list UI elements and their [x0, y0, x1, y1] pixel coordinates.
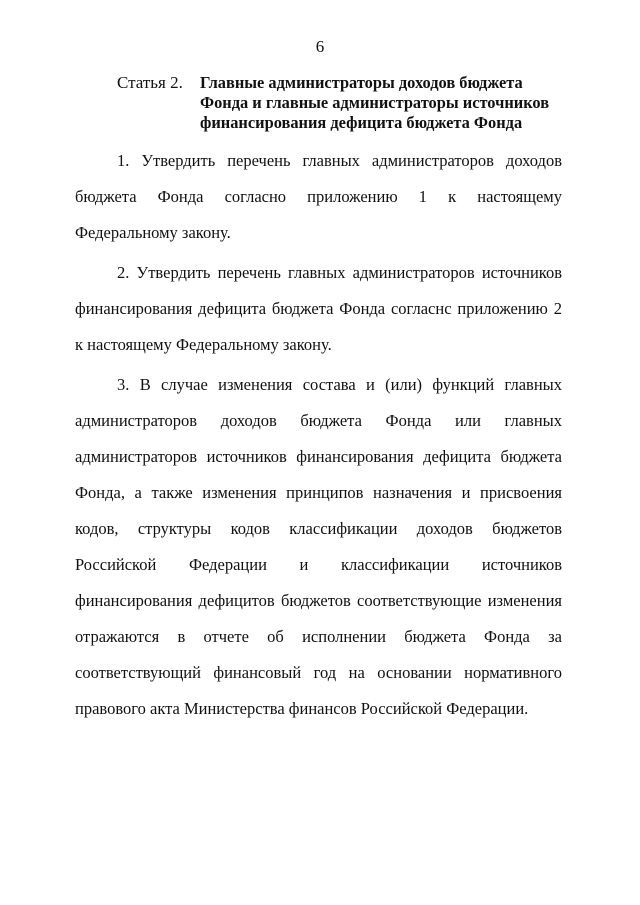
article-label: Статья 2. [117, 73, 183, 92]
page-number: 6 [315, 37, 325, 56]
paragraph-2: 2. Утвердить перечень главных администраторов источников финансирования дефицита бюджета Фонда согласнс приложению 2 к настоящему Федеральному закону. [75, 263, 562, 354]
article-title: Главные администраторы доходов бюджета Фонда и главные администраторы источников финансирования дефицита бюджета Фонда [200, 73, 550, 132]
paragraph-1: 1. Утвердить перечень главных администраторов доходов бюджета Фонда согласно приложению 1 к настоящему Федеральному закону. [75, 151, 562, 242]
paragraph-3: 3. В случае изменения состава и (или) функций главных администраторов доходов бюджета Фонда или главных администраторов источников финансирования дефицита бюджета Фонда, а также изменения принципов назначения и присвоения кодов, структуры кодов классификации доходов бюджетов Российской Федерации и классификации источников финансирования дефицитов бюджетов соответствующие изменения отражаются в отчете об исполнении бюджета Фонда за соответствующий финансовый год на основании нормативного правового акта Министерства финансов Российской Федерации. [75, 375, 562, 718]
